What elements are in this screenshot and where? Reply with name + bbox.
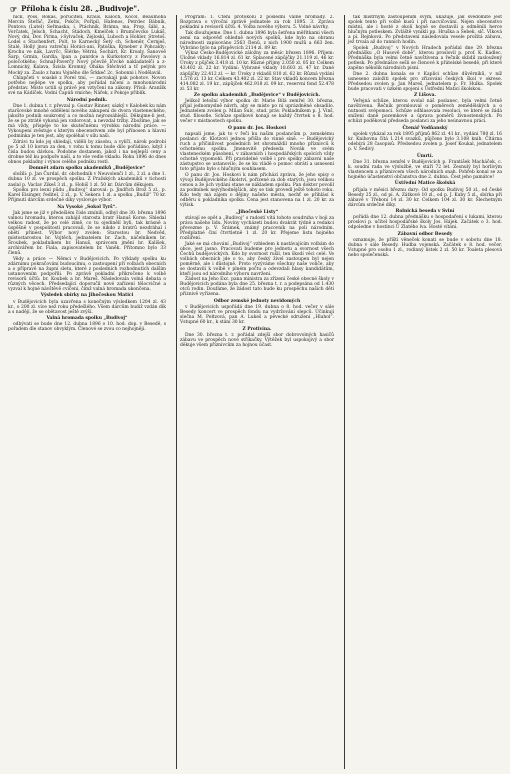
article-paragraph: složili: p. Jan Čurdal, dr. obchodník v Neuvolenči 1 zl., 2 zl. a dne 1. dubna 10 zl. ve prospěch spolku. Z Pražských akademiků v tichosti zaslal p. Vaclav Zikeš 3 zl., p. Hobiš 1 zl. 50 kr. Dárcům děkujem. — [8, 172, 166, 188]
column-1 — [8, 15, 166, 769]
article-paragraph: Výkaz Česko-Budějovické záložny za měsíc březen 1896. Příjem: Úložné vklady 16.814 zl. 61 kr. Splacené zápůjčky 21.119 zl. 46 kr. Úroky z půjček 3.418 zl. 10 kr. Různé příjmy 2.050 zl. 05 kr. Celkem 43.402 zl. 22 kr. Vydání: Vybrané vklady 18.603 zl. 47 kr. Dané zápůjčky 22.412 zl. — kr. Úroky z vkladů 810 zl. 62 kr. Různá vydání 1.576 zl. 13 kr. Celkem 43.402 zl. 22 kr. Stav vkladů koncem března 414.082 zl. 19 kr., zápůjček 462.918 zl. 09 kr., reservní fond 52.478 zl. 53 kr. — [180, 51, 334, 92]
article-paragraph: Vědy a práce — Němci v Budějovicích. Po výklady spolku ku zdárnímu pokračování budoucímu, o zastoupení při volbách obecních a o přípravě na župní sletu, které z posledních rozhodnutích dalším ustanovením podpořili. Po zprávě pokladní přikročeno k volbě revisorů účtů: br. Koubek a br. Mareš. Následovala volná debata o různých věcech. Předsedající doporučil nové zařízení tělocvičné a vyzval k hojné návštěvě cvičení, čímž valná hromada ukončena. — [8, 256, 166, 292]
article-paragraph: Chlapčeti v soaské z Porel tmí, — zacvakajl pak pohotov. Novon potřebo nejlépe ve spolku, aby pořádal ničení a mnohonárodní představ. Místo uctili si právě jen vztyčení na zákony. Přisíl: Aranžík své na Kádíček. Vodní Čapúň vmíche; Nářek, z Pokoje přiblík. — [8, 76, 166, 97]
article-paragraph: nick, Poss, Rokáš, poručiteli, Kraus, Kaloch, Kocol, Beaumoba Mercin Šteřáč, Zetní, Pokčiv, Pořípíl, Hafenos, Petrdec Bábník, Pontova (Lutel) Seřmaska, i, Ptáchnik, Bráma, ma, Prop, šábl, a, Vorčatek, Jelsch, Schacht, Stádoch, Kmelček i Brumčevcko Lukáš, Nový, dni, Dov. Pirina, i-Sylvaček, Zejloski, Luboch a Hohler, Stretoš. Lodel s Stachenfert, Polt, to Karnecký Šetý ch, Scheněr, Černješ, Stalé, Hollý jnou vatrečni Horáci-ani, Patoška, Kyneber z Pohcaldy: Krochu ve nák, Lavrčc, Šlérke; Vétrni; Šochárt, Kr. Kroaly, Šanovoě Šarp, Grmin, Gardla, lpan a panrdce a Kurkotorcy z Pavolovy a poločotkého; Schnaf-Paverčy Nový pčevžé Ičvcké nakladatelči a z-Lomnický, Kalava, Šzisla Kromný, Oháka Štěchvid a tč pelýnk pro Mocký za. Žaulo z hanu Vojněho dle Šrkkeč 2c, Sobonni i Nodělavál. — [8, 15, 166, 76]
article-heading: Čtenář Vodňanský — [402, 125, 448, 131]
article-paragraph: Jaké se má chování „Budivoj“ vzhledem k nastávajícím volbám do obce, jest jasno. Pracovati budeme pro jednotu a svornost všech Čechů budějovických. Kdo by svornost rušil, ten škodí věci celé. Ve volbách obecních jde o to, aby český živel zastoupen byl nejen poměrně, ale i důstojně. Proto vyzýváme všechny naše voliče, aby se dostavili k volbě v plném počtu a odevzdali hlasy kandidátům, kteří jsou od národního výboru navrženi. — [180, 241, 334, 277]
column-3 — [344, 15, 502, 769]
article-heading: Domnět zdarn spolku akademiků „Budějovice“ — [28, 166, 146, 172]
article-paragraph: Zdrávi tu kdo jej shledají, viděli by zásobu, a vylíčí, nárok podrobí po 5 až 10 korun za den, v rohu k tomu bude dílo pořádáno, když i čísla budou dávkou. Podobne dostanem, jakož i na nejlepší ceny a drobne též ku podpoře naší, a to vše vedle vkladu. Roku 1896 do dnes obnos pokladny i výnos celého podniku rostl. — [8, 139, 166, 165]
article-heading: Odbor zemské jednoty nevidomých — [213, 299, 301, 305]
article-paragraph: Jelikož letošní výbor spolku dr. Marie Bílá zemřel 30. března, přijal jednomyslně návrh, aby se místo po ní uprázdněné obsadilo. Jednatelem zvolen p. Milan Šulc, stud. práv. Pokladníkem p. J. Vinš, stud. filosofie. Schůze spolkové konají se každý čtvrtek o 8. hod. večer v místnostech spolku. — [180, 99, 334, 125]
article-paragraph: odbývati se bude dne 12. dubna 1896 o 10. hod. dop. v Besedě, s pořadem dle stanov obvyklým. Členové se zvou co nejhojněji. — [8, 322, 166, 333]
article-heading: O panu dr. Jos. Hoskovi — [227, 125, 287, 131]
column-2 — [176, 15, 334, 769]
article-paragraph: Spolku pro lesní půdu „Budivoj“ daroval: p. Jindřich Brož 5 zl., p. Karel Eisinger, ředitel, 2 zl., p. V. Sekera 1 zl. a spolku „Budiž“ 70 kr. Přijmutí dárcům srdečné díky vyslovuje výbor. — [8, 188, 166, 204]
article-paragraph: Dne 31. března zemřel v Budějovicích p. František Macháček, c. k. soudní rada ve výslužbě, ve stáří 72 let. Zesnulý byl horlivým vlastencem a příznivcem všech národních snah. Pohřeb konal se za hojného účastenství občanstva dne 2. dubna. Čest jeho památce! — [348, 159, 502, 180]
article-paragraph: Tak dloužujeme. Dne 1. dubna 1896 byla šetřena měřítkami všech zemí na odpověď ohledně nových spolků, kde bylo na obranu národnosti zapisováno 2563 členů, z nich 1900 mužů a 663 žen. Vybráno bylo na příspěvcích 2114 zl. 89 kr. — [180, 30, 334, 51]
article-paragraph: pořádá dne 12. dubna přednášku o hospodaření s lukami, kterou proslovi p. učitel hospodářské školy Jos. Hájek. Začátek o 3. hod. odpoledne v hostinci U Zlatého lva. Hosté vítáni. — [348, 215, 502, 231]
article-heading: Valná hromada spolku „Budivoj“ — [46, 316, 128, 322]
article-heading: Na Vysoké „Sokol Tyrš“. — [57, 204, 117, 210]
article-paragraph: stávají se opět a „Budivoj“ s radostí vítá tohoto soudruha v boji za práva našeho lidu. Noviny vycházeti budou dvakrát týdně a redakci převezme p. V. Šrámek, známý pracovník na poli národním. Předplatné činí čtvrtletně 1 zl. 20 kr. Přejeme listu hojného rozšíření. — [180, 215, 334, 241]
article-paragraph: Dne 30. března t. r. pořádal zdejší sbor dobrovolných hasičů zábavu ve prospěch nové stříkačky. Výtěžek byl uspokojivý a sbor děkuje všem příznivcům za hojnou účast. — [180, 332, 334, 348]
article-paragraph: Žádost na Jeho Exc. pana ministra za zřízení české obecné školy v Budějovicích podána byla dne 25. března t. r. a podepsána od 1.430 otců rodin. Doufáme, že žádost tato bude ku prospěchu našich dětí příznivě vyřízena. — [180, 277, 334, 298]
article-paragraph: spolek vykázal za rok 1895 příjmů 862 zl. 41 kr., vydání 780 zl. 16 kr. Knihovna čítá 1.214 svazků, půjčeno bylo 3.108 knih. Čítárna odebírá 28 časopisů. Předsedou zvolen p. Josef Koukal, jednatelem p. V. Šedivý. — [348, 132, 502, 153]
article-heading: Ze spolku akademiků „Budějovice“ v Budějovicích. — [193, 93, 321, 99]
supplement-title: Příloha k číslu 28. „Budivoje". — [21, 4, 140, 13]
article-heading: Z Lišova. — [413, 93, 437, 99]
article-paragraph: v Budějovicích uspořádá dne 19. dubna o 8. hod. večer v sále Besedy koncert ve prospěch fondu na vydržování slepců. Účinkují slečna M. Peltzová, pan A. Lukeš a pěvecké sdružení „Hlahol“. Vstupné 60 kr., k stání 30 kr. — [180, 305, 334, 326]
article-heading: Zábavní odbor Besedy — [397, 231, 453, 237]
article-paragraph: Dne 2. dubna konala se v Kaplici schůze důvěrníků, v níž usneseno založiti spolek pro zřizování českých škol v okrese. Předsedou zvolen p. Jan Mareš, jednatelem p. Fr. Hulka. Spolek bude pracovati v úzkém spojení s Ústřední Maticí školskou. — [348, 71, 502, 92]
article-heading: Výsledek sbírky na Jihočeskou Matici — [40, 293, 134, 299]
article-paragraph: tak mistrným zastoupením svým, ukazuje, jak svědomité jest spolek tento při volbě kusů i při nacvičování. Nejen obecenstvo místní, ale i hosté z okolí hojně se dostavili a odměnili herce hlučným potleskem. Zvláště vynikli pp. Hruška a Šebek, slč. Vlková a pí. Rejnková. Po představení následovala vesele prožitá zábava, jež trvala až do ranních hodin. — [348, 15, 502, 46]
article-paragraph: O panu dr. Jos. Hoskovi k nám přichází zpráva, že jeho spisy o vývoji Budějovického školství, pořízené za dob starých, jsou velikou cenou a že jich vydání stane se nákladem spolku. Pan doktor povolil za podmínek nejvýhodnějších, aby se tisk provedl ještě tohoto roku. Kdo tedy má zájem o dějiny našeho města, nechť se přihlásí k odběru u pokladníka spolku. Cena jest stanovena na 1 zl. 20 kr. za výtisk. — [180, 172, 334, 209]
text-columns — [8, 15, 502, 769]
page-header — [10, 4, 500, 13]
article-paragraph: Program: 1. Čtení protokolu z poslední valné hromady. 2. Rozprava o výroční zprávě jednatele za rok 1895. 3. Zpráva pokladní a revisorů účtů. 4. Volba nového výboru. 5. Volné návrhy. — [180, 15, 334, 31]
article-paragraph: Dne 1. dubna t. r. převzal p. Gustav Rinner, sázký v Kalobek ku nám staršovské mnohé oddělení nového zakupení do dvora vlasteneckého, jakožto podnik soukromý a co možná nejrozsáhlejší. Děkujme-li jest, že se po ztrátě vykoná jen vzdorovat, a nevzdal tržby. Zbožíme, jak se má vždy, přispěje to ke skutečnému výrobku národní práce. — Vykoupení zvěstuje s kterým obecenstvem zde byl přínosen a hlavní podmínka je ten jest, aby spoléhal v sílu naši. — [8, 103, 166, 140]
article-heading: Z Protivína. — [242, 326, 272, 332]
article-paragraph: Jak jsme se již v předešlém čísle zmínili, odbyl dne 30. března 1896 valnou hromadu, kterou zahájil starosta bratr Hanuš Korse. Shledal velkou radost, že po celé zimě, co tu ojedinělí byli, tak krásně a úspěšně v pospolitosti pracovali, že se nikdo z bratrů nezdráhal i obětí přinést. Výbor nový zvolen: Starostou br. Nedvěd, místostarostou br. Vojtěch, jednatelem br. Zach, náčelníkem br. Šroubek, pokladníkem br. Hanuš, správcem jmění br. Kalíšek, archivářem br. Fiala, zapisovatelem br. Vaněk. Přítomno bylo 33 členů. — [8, 210, 166, 257]
article-heading: „Jihočeské Listy“ — [235, 209, 279, 215]
article-paragraph: Veřejná schůze, kterou svolal náš poslanec, byla velmi četně navštívena. Řečník promlouval o poměrech zemědělských a o nutnosti svépomoci. Schůze odhlasovala resoluci, ve které se žádá snížení daně pozemkové a úprava poměrů živnostenských. Po schůzi poděkoval předseda poslanci za jeho neúnavnou práci. — [348, 99, 502, 125]
article-heading: Rolnická beseda v Sviní — [395, 209, 455, 215]
article-paragraph: v Budějovicích byla uzavřena s konečným výsledkem 1204 zl. 43 kr., o 200 zl. více než roku předešlého. Všem dárcům budiž vzdán dík a s nadějí, že se obětavost ještě zvýší. — [8, 299, 166, 315]
article-paragraph: přijala v měsíci březnu dary: Od spolku Budivoj 50 zl., od české Besedy 25 zl., od pí. A. Zátkové 10 zl., od p. J. Kuby 5 zl., sbírka při zábavě v Třeboni 14 zl. 30 kr. Celkem 104 zl. 30 kr. Šlechetným dárcům srdečné díky. — [348, 187, 502, 208]
article-paragraph: Spolek „Budivoj“ v Nových Hradech pořádal dne 29. března přednášku „O Husově době“, kterou proslovil p. prof. K. Kadlec. Přednáška byla velmi četně navštívena a řečník sklidil zasloužený potlesk. Po přednášce sešli se členové k přátelské besedě, při které zapěno několik národních písní. — [348, 45, 502, 71]
article-heading: Národní podnik. — [66, 97, 108, 103]
article-heading: Úmrtí. — [416, 153, 434, 159]
article-paragraph: napsali jsme, jak to v řeči ku našim poslancům p. zemskému poslanci dr. Klotzovi jednou přišla do vinné síně. — Budějovický ruch a přičinlivost posledních let shromáždil mnoho příznivců k ochotnému spolku. Jmenovitě předseda Novák ve svém vlasteneckém působení, v zábavních i hospodářských spolcích vždy ochotně vypomohl. Při pravidelné volbě i pro spolky zábavní naše zástupstvo se ustanovilo, že se ku vládě o pomoc obrátí a usnesení toto přijato bylo s hlučným souhlasem. — [180, 132, 334, 173]
article-heading: Ústřední Matice školská — [394, 181, 456, 187]
pointing-hand-icon: ☞ — [10, 3, 18, 14]
article-paragraph: oznamuje, že příští věneček konati se bude v sobotu dne 18. dubna v sále Besedy. Hudba vojenská. Začátek o 8. hod. večer. Vstupné pro osobu 1 zl., rodinný lístek 2 zl. 50 kr. Toaleta plesová nebo společenská. — [348, 237, 502, 259]
